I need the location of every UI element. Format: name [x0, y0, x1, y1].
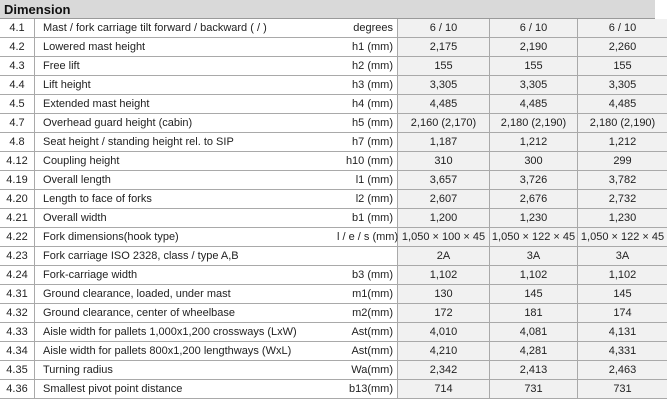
- spec-number: 4.1: [0, 19, 35, 38]
- value-model-2: 4,485: [490, 95, 578, 114]
- spec-number: 4.31: [0, 285, 35, 304]
- value-model-3: 145: [578, 285, 667, 304]
- value-model-2: 1,050 × 122 × 45: [490, 228, 578, 247]
- value-model-2: 155: [490, 57, 578, 76]
- spec-unit: m2(mm): [337, 304, 398, 323]
- spec-unit: h3 (mm): [337, 76, 398, 95]
- value-model-2: 145: [490, 285, 578, 304]
- section-title: Dimension: [0, 0, 655, 19]
- table-row: [0, 361, 667, 380]
- value-model-3: 4,131: [578, 323, 667, 342]
- value-model-3: 2,260: [578, 38, 667, 57]
- spec-unit: l1 (mm): [337, 171, 398, 190]
- value-model-1: 1,200: [398, 209, 490, 228]
- spec-unit: h4 (mm): [337, 95, 398, 114]
- table-body: [0, 19, 667, 399]
- spec-description: Seat height / standing height rel. to SIP: [35, 133, 338, 152]
- spec-description: Overall length: [35, 171, 338, 190]
- value-model-3: 1,212: [578, 133, 667, 152]
- spec-unit: h7 (mm): [337, 133, 398, 152]
- spec-unit: l / e / s (mm): [337, 228, 398, 247]
- value-model-2: 4,281: [490, 342, 578, 361]
- value-model-2: 1,102: [490, 266, 578, 285]
- value-model-3: 3,305: [578, 76, 667, 95]
- spec-description: Mast / fork carriage tilt forward / backward ( / ): [35, 19, 338, 38]
- spec-number: 4.32: [0, 304, 35, 323]
- value-model-2: 1,212: [490, 133, 578, 152]
- value-model-1: 1,187: [398, 133, 490, 152]
- value-model-1: 714: [398, 380, 490, 399]
- value-model-3: 3,782: [578, 171, 667, 190]
- table-row: [0, 76, 667, 95]
- value-model-1: 4,210: [398, 342, 490, 361]
- spec-unit: m1(mm): [337, 285, 398, 304]
- table-row: [0, 304, 667, 323]
- spec-description: Turning radius: [35, 361, 338, 380]
- spec-description: Aisle width for pallets 1,000x1,200 crossways (LxW): [35, 323, 338, 342]
- value-model-2: 1,230: [490, 209, 578, 228]
- value-model-1: 6 / 10: [398, 19, 490, 38]
- table-row: [0, 228, 667, 247]
- value-model-2: 4,081: [490, 323, 578, 342]
- spec-unit: Ast(mm): [337, 342, 398, 361]
- spec-description: Extended mast height: [35, 95, 338, 114]
- value-model-3: 1,230: [578, 209, 667, 228]
- spec-description: Smallest pivot point distance: [35, 380, 338, 399]
- value-model-3: 6 / 10: [578, 19, 667, 38]
- table-row: [0, 342, 667, 361]
- value-model-1: 2,342: [398, 361, 490, 380]
- spec-unit: b13(mm): [337, 380, 398, 399]
- spec-unit: Ast(mm): [337, 323, 398, 342]
- table-row: [0, 266, 667, 285]
- value-model-3: 1,102: [578, 266, 667, 285]
- spec-number: 4.7: [0, 114, 35, 133]
- spec-number: 4.4: [0, 76, 35, 95]
- value-model-1: 2,175: [398, 38, 490, 57]
- spec-unit: b3 (mm): [337, 266, 398, 285]
- table-row: [0, 95, 667, 114]
- spec-number: 4.2: [0, 38, 35, 57]
- spec-unit: h5 (mm): [337, 114, 398, 133]
- value-model-1: 3,305: [398, 76, 490, 95]
- value-model-2: 6 / 10: [490, 19, 578, 38]
- spec-number: 4.23: [0, 247, 35, 266]
- value-model-2: 181: [490, 304, 578, 323]
- table-row: [0, 380, 667, 399]
- table-row: [0, 38, 667, 57]
- value-model-1: 4,485: [398, 95, 490, 114]
- spec-description: Overall width: [35, 209, 338, 228]
- value-model-1: 2,160 (2,170): [398, 114, 490, 133]
- spec-description: Fork carriage ISO 2328, class / type A,B: [35, 247, 338, 266]
- value-model-2: 2,190: [490, 38, 578, 57]
- value-model-1: 130: [398, 285, 490, 304]
- spec-unit: h2 (mm): [337, 57, 398, 76]
- spec-description: Ground clearance, loaded, under mast: [35, 285, 338, 304]
- spec-unit: degrees: [337, 19, 398, 38]
- table-row: [0, 19, 667, 38]
- table-row: [0, 152, 667, 171]
- table-row: [0, 171, 667, 190]
- value-model-1: 1,050 × 100 × 45: [398, 228, 490, 247]
- value-model-2: 731: [490, 380, 578, 399]
- value-model-3: 1,050 × 122 × 45: [578, 228, 667, 247]
- spec-description: Fork-carriage width: [35, 266, 338, 285]
- table-row: [0, 209, 667, 228]
- value-model-2: 3A: [490, 247, 578, 266]
- spec-number: 4.21: [0, 209, 35, 228]
- value-model-1: 4,010: [398, 323, 490, 342]
- value-model-3: 2,463: [578, 361, 667, 380]
- value-model-1: 1,102: [398, 266, 490, 285]
- spec-number: 4.22: [0, 228, 35, 247]
- table-row: [0, 133, 667, 152]
- spec-unit: l2 (mm): [337, 190, 398, 209]
- spec-number: 4.12: [0, 152, 35, 171]
- value-model-3: 174: [578, 304, 667, 323]
- spec-description: Length to face of forks: [35, 190, 338, 209]
- table-row: [0, 247, 667, 266]
- spec-unit: Wa(mm): [337, 361, 398, 380]
- value-model-2: 3,305: [490, 76, 578, 95]
- spec-number: 4.35: [0, 361, 35, 380]
- spec-number: 4.3: [0, 57, 35, 76]
- value-model-3: 4,485: [578, 95, 667, 114]
- value-model-3: 2,180 (2,190): [578, 114, 667, 133]
- value-model-2: 2,180 (2,190): [490, 114, 578, 133]
- spec-number: 4.36: [0, 380, 35, 399]
- spec-description: Fork dimensions(hook type): [35, 228, 338, 247]
- value-model-3: 2,732: [578, 190, 667, 209]
- spec-number: 4.33: [0, 323, 35, 342]
- value-model-3: 731: [578, 380, 667, 399]
- value-model-3: 3A: [578, 247, 667, 266]
- spec-number: 4.24: [0, 266, 35, 285]
- spec-description: Coupling height: [35, 152, 338, 171]
- dimension-table: [0, 19, 667, 399]
- table-row: [0, 323, 667, 342]
- value-model-1: 172: [398, 304, 490, 323]
- spec-unit: h10 (mm): [337, 152, 398, 171]
- value-model-1: 3,657: [398, 171, 490, 190]
- spec-description: Lowered mast height: [35, 38, 338, 57]
- value-model-2: 2,413: [490, 361, 578, 380]
- spec-unit: b1 (mm): [337, 209, 398, 228]
- value-model-1: 310: [398, 152, 490, 171]
- value-model-3: 299: [578, 152, 667, 171]
- spec-number: 4.8: [0, 133, 35, 152]
- table-row: [0, 57, 667, 76]
- value-model-1: 2A: [398, 247, 490, 266]
- spec-description: Ground clearance, center of wheelbase: [35, 304, 338, 323]
- spec-unit: h1 (mm): [337, 38, 398, 57]
- spec-unit: [337, 247, 398, 266]
- table-row: [0, 114, 667, 133]
- spec-number: 4.34: [0, 342, 35, 361]
- spec-description: Free lift: [35, 57, 338, 76]
- value-model-3: 155: [578, 57, 667, 76]
- value-model-1: 2,607: [398, 190, 490, 209]
- value-model-1: 155: [398, 57, 490, 76]
- value-model-2: 2,676: [490, 190, 578, 209]
- spec-description: Lift height: [35, 76, 338, 95]
- table-row: [0, 285, 667, 304]
- spec-number: 4.19: [0, 171, 35, 190]
- table-row: [0, 190, 667, 209]
- value-model-3: 4,331: [578, 342, 667, 361]
- value-model-2: 3,726: [490, 171, 578, 190]
- spec-number: 4.20: [0, 190, 35, 209]
- value-model-2: 300: [490, 152, 578, 171]
- spec-description: Aisle width for pallets 800x1,200 lengthways (WxL): [35, 342, 338, 361]
- spec-description: Overhead guard height (cabin): [35, 114, 338, 133]
- spec-number: 4.5: [0, 95, 35, 114]
